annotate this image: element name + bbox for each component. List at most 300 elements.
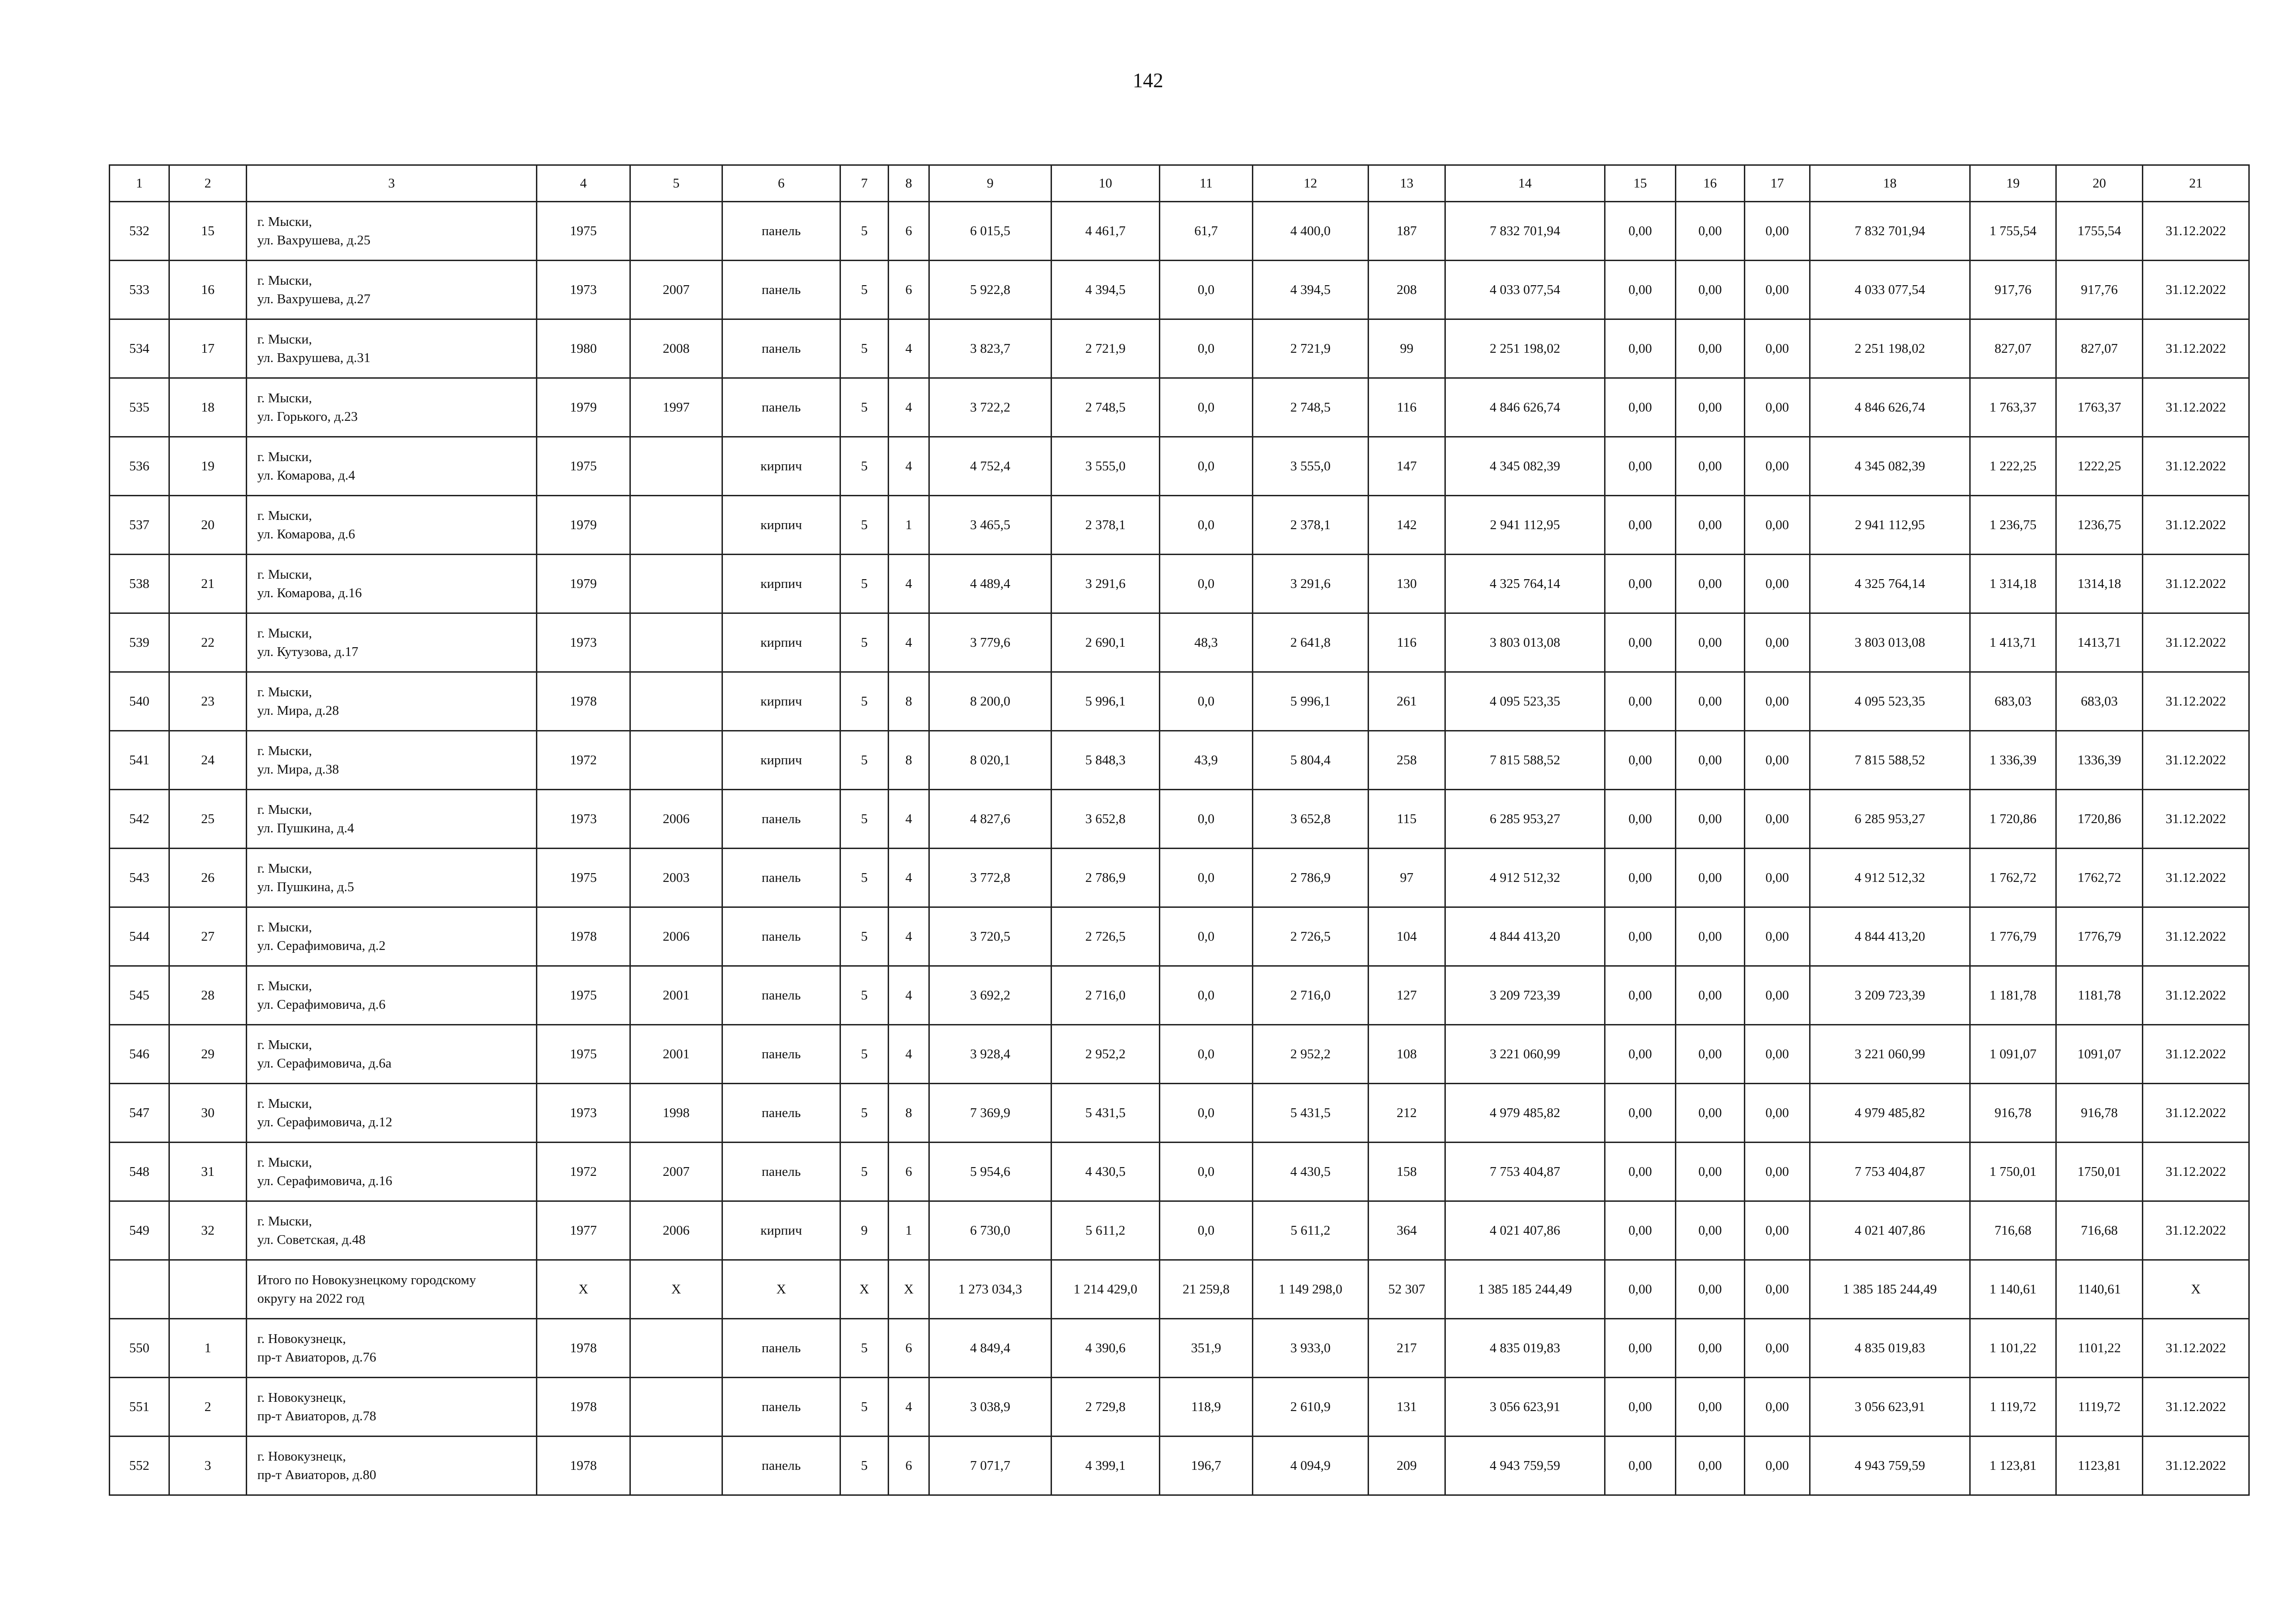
address-cell	[247, 1260, 537, 1319]
cell-col-9: 8 020,1	[929, 731, 1052, 790]
cell-col-18: 4 912 512,32	[1810, 849, 1970, 907]
cell-col-9: 3 823,7	[929, 319, 1052, 378]
cell-col-4: 1980	[537, 319, 630, 378]
cell-col-14: 4 345 082,39	[1445, 437, 1605, 496]
address-line-1: г. Мыски,	[257, 567, 312, 582]
column-header-11: 11	[1160, 165, 1253, 202]
cell-col-18: 4 325 764,14	[1810, 555, 1970, 613]
cell-col-20: 683,03	[2056, 672, 2143, 731]
cell-col-6: панель	[722, 261, 840, 319]
cell-col-1: 551	[110, 1378, 169, 1437]
cell-col-7: 5	[840, 1378, 889, 1437]
cell-col-14: 4 844 413,20	[1445, 907, 1605, 966]
address-cell	[247, 849, 537, 907]
cell-col-11: 61,7	[1160, 202, 1253, 261]
address-line-1: г. Мыски,	[257, 508, 312, 523]
cell-col-19: 916,78	[1970, 1084, 2056, 1143]
address-cell	[247, 731, 537, 790]
cell-col-8: 4	[889, 378, 929, 437]
cell-col-18: 4 033 077,54	[1810, 261, 1970, 319]
cell-col-19: 1 336,39	[1970, 731, 2056, 790]
cell-col-18: 7 832 701,94	[1810, 202, 1970, 261]
cell-col-9: 6 015,5	[929, 202, 1052, 261]
cell-col-10: 2 748,5	[1052, 378, 1160, 437]
cell-col-9: 6 730,0	[929, 1201, 1052, 1260]
cell-col-17: 0,00	[1745, 966, 1810, 1025]
cell-col-6: панель	[722, 1084, 840, 1143]
cell-col-13: 130	[1369, 555, 1445, 613]
cell-col-16: 0,00	[1676, 437, 1745, 496]
address-line-1: г. Новокузнецк,	[257, 1449, 346, 1464]
cell-col-4: 1979	[537, 378, 630, 437]
cell-col-18: 3 056 623,91	[1810, 1378, 1970, 1437]
cell-col-6: панель	[722, 790, 840, 849]
cell-col-4: 1975	[537, 966, 630, 1025]
cell-col-19: 1 413,71	[1970, 613, 2056, 672]
cell-col-9: 3 722,2	[929, 378, 1052, 437]
cell-col-8: 8	[889, 731, 929, 790]
cell-col-6: кирпич	[722, 555, 840, 613]
cell-col-13: 115	[1369, 790, 1445, 849]
cell-col-19: 1 776,79	[1970, 907, 2056, 966]
cell-col-10: 3 652,8	[1052, 790, 1160, 849]
cell-col-21: 31.12.2022	[2143, 1084, 2249, 1143]
cell-col-20: 1123,81	[2056, 1437, 2143, 1495]
cell-col-11: 0,0	[1160, 849, 1253, 907]
cell-col-16: 0,00	[1676, 1025, 1745, 1084]
cell-col-19: 1 101,22	[1970, 1319, 2056, 1378]
cell-col-9: 1 273 034,3	[929, 1260, 1052, 1319]
cell-col-16: 0,00	[1676, 1084, 1745, 1143]
cell-col-13: 108	[1369, 1025, 1445, 1084]
cell-col-14: 4 912 512,32	[1445, 849, 1605, 907]
cell-col-1	[110, 1260, 169, 1319]
cell-col-2: 15	[169, 202, 247, 261]
cell-col-15: 0,00	[1605, 202, 1676, 261]
cell-col-18: 2 251 198,02	[1810, 319, 1970, 378]
cell-col-21: 31.12.2022	[2143, 1201, 2249, 1260]
cell-col-11: 0,0	[1160, 1025, 1253, 1084]
cell-col-10: 3 555,0	[1052, 437, 1160, 496]
cell-col-5	[630, 613, 722, 672]
column-header-19: 19	[1970, 165, 2056, 202]
cell-col-15: 0,00	[1605, 1201, 1676, 1260]
cell-col-7: 5	[840, 1084, 889, 1143]
cell-col-11: 0,0	[1160, 496, 1253, 555]
cell-col-9: 7 071,7	[929, 1437, 1052, 1495]
cell-col-14: 4 325 764,14	[1445, 555, 1605, 613]
cell-col-4: 1973	[537, 1084, 630, 1143]
address-line-2: пр-т Авиаторов, д.80	[257, 1468, 376, 1482]
cell-col-12: 3 291,6	[1253, 555, 1369, 613]
cell-col-12: 2 721,9	[1253, 319, 1369, 378]
cell-col-5	[630, 555, 722, 613]
column-header-18: 18	[1810, 165, 1970, 202]
address-line-2: ул. Комарова, д.16	[257, 586, 362, 600]
table-row	[110, 319, 2249, 378]
cell-col-20: 1336,39	[2056, 731, 2143, 790]
cell-col-7: 5	[840, 1319, 889, 1378]
cell-col-13: 104	[1369, 907, 1445, 966]
cell-col-5: X	[630, 1260, 722, 1319]
cell-col-6: кирпич	[722, 496, 840, 555]
cell-col-7: 5	[840, 849, 889, 907]
cell-col-12: 3 555,0	[1253, 437, 1369, 496]
cell-col-10: 2 378,1	[1052, 496, 1160, 555]
cell-col-12: 2 610,9	[1253, 1378, 1369, 1437]
cell-col-10: 2 716,0	[1052, 966, 1160, 1025]
cell-col-18: 7 815 588,52	[1810, 731, 1970, 790]
cell-col-11: 48,3	[1160, 613, 1253, 672]
cell-col-10: 4 390,6	[1052, 1319, 1160, 1378]
cell-col-21: 31.12.2022	[2143, 1437, 2249, 1495]
cell-col-20: 1181,78	[2056, 966, 2143, 1025]
cell-col-11: 0,0	[1160, 1084, 1253, 1143]
cell-col-8: X	[889, 1260, 929, 1319]
cell-col-20: 1314,18	[2056, 555, 2143, 613]
cell-col-21: 31.12.2022	[2143, 496, 2249, 555]
cell-col-10: 2 721,9	[1052, 319, 1160, 378]
cell-col-1: 540	[110, 672, 169, 731]
cell-col-9: 4 489,4	[929, 555, 1052, 613]
cell-col-1: 542	[110, 790, 169, 849]
cell-col-21: 31.12.2022	[2143, 555, 2249, 613]
address-line-1: г. Мыски,	[257, 450, 312, 464]
cell-col-6: панель	[722, 849, 840, 907]
address-cell	[247, 907, 537, 966]
cell-col-8: 6	[889, 1437, 929, 1495]
cell-col-4: 1978	[537, 1319, 630, 1378]
cell-col-5: 2008	[630, 319, 722, 378]
cell-col-19: 1 222,25	[1970, 437, 2056, 496]
cell-col-11: 0,0	[1160, 1143, 1253, 1201]
cell-col-11: 0,0	[1160, 672, 1253, 731]
cell-col-9: 3 038,9	[929, 1378, 1052, 1437]
cell-col-21: 31.12.2022	[2143, 319, 2249, 378]
cell-col-17: 0,00	[1745, 907, 1810, 966]
address-line-2: ул. Серафимовича, д.2	[257, 938, 386, 953]
cell-col-11: 0,0	[1160, 378, 1253, 437]
column-number-header-row	[110, 165, 2249, 202]
cell-col-1: 548	[110, 1143, 169, 1201]
cell-col-2: 18	[169, 378, 247, 437]
cell-col-16: 0,00	[1676, 790, 1745, 849]
address-line-2: ул. Кутузова, д.17	[257, 644, 359, 659]
address-cell	[247, 1319, 537, 1378]
cell-col-19: 1 236,75	[1970, 496, 2056, 555]
cell-col-5	[630, 1378, 722, 1437]
cell-col-4: 1972	[537, 1143, 630, 1201]
address-cell	[247, 1025, 537, 1084]
cell-col-16: 0,00	[1676, 202, 1745, 261]
address-line-2: ул. Вахрушева, д.31	[257, 350, 371, 365]
cell-col-18: 4 943 759,59	[1810, 1437, 1970, 1495]
cell-col-10: 4 461,7	[1052, 202, 1160, 261]
cell-col-14: 4 033 077,54	[1445, 261, 1605, 319]
cell-col-5	[630, 672, 722, 731]
cell-col-15: 0,00	[1605, 613, 1676, 672]
address-line-2: ул. Мира, д.38	[257, 762, 339, 777]
cell-col-14: 2 941 112,95	[1445, 496, 1605, 555]
cell-col-14: 7 815 588,52	[1445, 731, 1605, 790]
cell-col-16: 0,00	[1676, 261, 1745, 319]
column-header-7: 7	[840, 165, 889, 202]
address-line-1: г. Новокузнецк,	[257, 1331, 346, 1346]
column-header-4: 4	[537, 165, 630, 202]
cell-col-21: 31.12.2022	[2143, 261, 2249, 319]
cell-col-12: 2 726,5	[1253, 907, 1369, 966]
cell-col-4: 1979	[537, 555, 630, 613]
column-header-15: 15	[1605, 165, 1676, 202]
cell-col-1: 536	[110, 437, 169, 496]
address-cell	[247, 1201, 537, 1260]
cell-col-16: 0,00	[1676, 496, 1745, 555]
cell-col-15: 0,00	[1605, 907, 1676, 966]
cell-col-16: 0,00	[1676, 966, 1745, 1025]
cell-col-7: 5	[840, 378, 889, 437]
cell-col-9: 5 922,8	[929, 261, 1052, 319]
column-header-6: 6	[722, 165, 840, 202]
cell-col-18: 3 803 013,08	[1810, 613, 1970, 672]
cell-col-8: 4	[889, 849, 929, 907]
address-line-2: ул. Серафимовича, д.16	[257, 1174, 392, 1188]
address-cell	[247, 1143, 537, 1201]
cell-col-18: 6 285 953,27	[1810, 790, 1970, 849]
cell-col-17: 0,00	[1745, 202, 1810, 261]
column-header-16: 16	[1676, 165, 1745, 202]
cell-col-20: 917,76	[2056, 261, 2143, 319]
cell-col-10: 3 291,6	[1052, 555, 1160, 613]
cell-col-12: 5 431,5	[1253, 1084, 1369, 1143]
cell-col-21: 31.12.2022	[2143, 672, 2249, 731]
cell-col-8: 6	[889, 1319, 929, 1378]
cell-col-11: 118,9	[1160, 1378, 1253, 1437]
cell-col-9: 7 369,9	[929, 1084, 1052, 1143]
cell-col-15: 0,00	[1605, 1378, 1676, 1437]
table-row	[110, 849, 2249, 907]
cell-col-17: 0,00	[1745, 1437, 1810, 1495]
cell-col-14: 3 209 723,39	[1445, 966, 1605, 1025]
cell-col-21: 31.12.2022	[2143, 790, 2249, 849]
cell-col-14: 3 803 013,08	[1445, 613, 1605, 672]
cell-col-19: 716,68	[1970, 1201, 2056, 1260]
cell-col-6: кирпич	[722, 437, 840, 496]
cell-col-12: 2 378,1	[1253, 496, 1369, 555]
column-header-21: 21	[2143, 165, 2249, 202]
address-line-2: ул. Советская, д.48	[257, 1232, 366, 1247]
cell-col-4: 1978	[537, 1437, 630, 1495]
cell-col-21: 31.12.2022	[2143, 1378, 2249, 1437]
column-header-14: 14	[1445, 165, 1605, 202]
cell-col-6: панель	[722, 378, 840, 437]
cell-col-14: 1 385 185 244,49	[1445, 1260, 1605, 1319]
cell-col-8: 4	[889, 1378, 929, 1437]
cell-col-4: 1979	[537, 496, 630, 555]
column-header-17: 17	[1745, 165, 1810, 202]
cell-col-15: 0,00	[1605, 731, 1676, 790]
cell-col-7: 5	[840, 319, 889, 378]
address-cell	[247, 496, 537, 555]
cell-col-14: 4 835 019,83	[1445, 1319, 1605, 1378]
cell-col-1: 547	[110, 1084, 169, 1143]
address-line-2: пр-т Авиаторов, д.78	[257, 1409, 376, 1424]
cell-col-8: 6	[889, 1143, 929, 1201]
cell-col-2: 25	[169, 790, 247, 849]
address-cell	[247, 1437, 537, 1495]
cell-col-21: 31.12.2022	[2143, 966, 2249, 1025]
address-cell	[247, 790, 537, 849]
cell-col-13: 158	[1369, 1143, 1445, 1201]
cell-col-17: 0,00	[1745, 672, 1810, 731]
cell-col-21: 31.12.2022	[2143, 849, 2249, 907]
cell-col-1: 538	[110, 555, 169, 613]
cell-col-8: 4	[889, 790, 929, 849]
cell-col-13: 99	[1369, 319, 1445, 378]
cell-col-9: 4 849,4	[929, 1319, 1052, 1378]
cell-col-4: 1975	[537, 1025, 630, 1084]
table-row	[110, 1143, 2249, 1201]
cell-col-16: 0,00	[1676, 907, 1745, 966]
cell-col-15: 0,00	[1605, 496, 1676, 555]
address-line-1: г. Мыски,	[257, 802, 312, 817]
address-line-2: ул. Пушкина, д.5	[257, 880, 354, 894]
cell-col-4: 1972	[537, 731, 630, 790]
cell-col-15: 0,00	[1605, 672, 1676, 731]
cell-col-14: 3 056 623,91	[1445, 1378, 1605, 1437]
cell-col-15: 0,00	[1605, 790, 1676, 849]
cell-col-8: 4	[889, 1025, 929, 1084]
cell-col-13: 217	[1369, 1319, 1445, 1378]
cell-col-2	[169, 1260, 247, 1319]
cell-col-7: 5	[840, 437, 889, 496]
cell-col-18: 4 835 019,83	[1810, 1319, 1970, 1378]
cell-col-11: 0,0	[1160, 966, 1253, 1025]
cell-col-16: 0,00	[1676, 1378, 1745, 1437]
cell-col-13: 116	[1369, 378, 1445, 437]
cell-col-9: 4 827,6	[929, 790, 1052, 849]
cell-col-15: 0,00	[1605, 261, 1676, 319]
cell-col-5	[630, 496, 722, 555]
page-number: 142	[1132, 69, 1164, 92]
cell-col-8: 4	[889, 437, 929, 496]
cell-col-8: 4	[889, 907, 929, 966]
cell-col-16: 0,00	[1676, 849, 1745, 907]
cell-col-7: 5	[840, 1025, 889, 1084]
cell-col-12: 5 804,4	[1253, 731, 1369, 790]
cell-col-19: 1 123,81	[1970, 1437, 2056, 1495]
cell-col-8: 6	[889, 261, 929, 319]
cell-col-17: 0,00	[1745, 319, 1810, 378]
cell-col-13: 212	[1369, 1084, 1445, 1143]
cell-col-19: 827,07	[1970, 319, 2056, 378]
cell-col-7: 5	[840, 613, 889, 672]
address-line-1: г. Мыски,	[257, 1037, 312, 1052]
address-line-1: г. Мыски,	[257, 214, 312, 229]
cell-col-2: 17	[169, 319, 247, 378]
cell-col-7: 5	[840, 907, 889, 966]
address-cell	[247, 672, 537, 731]
cell-col-7: 5	[840, 672, 889, 731]
cell-col-13: 209	[1369, 1437, 1445, 1495]
cell-col-21: X	[2143, 1260, 2249, 1319]
cell-col-1: 541	[110, 731, 169, 790]
cell-col-20: 1222,25	[2056, 437, 2143, 496]
cell-col-15: 0,00	[1605, 437, 1676, 496]
cell-col-9: 3 779,6	[929, 613, 1052, 672]
cell-col-11: 0,0	[1160, 437, 1253, 496]
cell-col-9: 3 928,4	[929, 1025, 1052, 1084]
address-cell	[247, 966, 537, 1025]
cell-col-1: 543	[110, 849, 169, 907]
cell-col-12: 5 996,1	[1253, 672, 1369, 731]
column-header-2: 2	[169, 165, 247, 202]
cell-col-14: 4 021 407,86	[1445, 1201, 1605, 1260]
cell-col-6: панель	[722, 966, 840, 1025]
cell-col-15: 0,00	[1605, 1084, 1676, 1143]
cell-col-16: 0,00	[1676, 1319, 1745, 1378]
cell-col-6: кирпич	[722, 672, 840, 731]
cell-col-14: 6 285 953,27	[1445, 790, 1605, 849]
cell-col-17: 0,00	[1745, 1378, 1810, 1437]
cell-col-2: 22	[169, 613, 247, 672]
cell-col-20: 1720,86	[2056, 790, 2143, 849]
cell-col-12: 2 716,0	[1253, 966, 1369, 1025]
cell-col-9: 8 200,0	[929, 672, 1052, 731]
cell-col-11: 0,0	[1160, 907, 1253, 966]
cell-col-16: 0,00	[1676, 378, 1745, 437]
table-row	[110, 437, 2249, 496]
cell-col-18: 2 941 112,95	[1810, 496, 1970, 555]
cell-col-17: 0,00	[1745, 496, 1810, 555]
cell-col-19: 1 314,18	[1970, 555, 2056, 613]
cell-col-10: 4 399,1	[1052, 1437, 1160, 1495]
cell-col-15: 0,00	[1605, 1143, 1676, 1201]
cell-col-4: 1975	[537, 849, 630, 907]
cell-col-19: 1 755,54	[1970, 202, 2056, 261]
address-line-1: г. Мыски,	[257, 861, 312, 876]
cell-col-4: 1978	[537, 907, 630, 966]
table-row	[110, 672, 2249, 731]
table-row	[110, 731, 2249, 790]
cell-col-21: 31.12.2022	[2143, 378, 2249, 437]
cell-col-20: 1776,79	[2056, 907, 2143, 966]
cell-col-16: 0,00	[1676, 613, 1745, 672]
cell-col-13: 52 307	[1369, 1260, 1445, 1319]
cell-col-7: 5	[840, 731, 889, 790]
cell-col-18: 1 385 185 244,49	[1810, 1260, 1970, 1319]
cell-col-2: 26	[169, 849, 247, 907]
table-row	[110, 1319, 2249, 1378]
cell-col-10: 2 786,9	[1052, 849, 1160, 907]
cell-col-7: 5	[840, 1143, 889, 1201]
cell-col-4: 1973	[537, 790, 630, 849]
cell-col-20: 1119,72	[2056, 1378, 2143, 1437]
cell-col-20: 1091,07	[2056, 1025, 2143, 1084]
cell-col-6: панель	[722, 202, 840, 261]
cell-col-1: 539	[110, 613, 169, 672]
cell-col-2: 27	[169, 907, 247, 966]
cell-col-12: 4 394,5	[1253, 261, 1369, 319]
cell-col-4: 1973	[537, 613, 630, 672]
table-row	[110, 1260, 2249, 1319]
cell-col-20: 1750,01	[2056, 1143, 2143, 1201]
cell-col-16: 0,00	[1676, 1143, 1745, 1201]
cell-col-5	[630, 437, 722, 496]
address-cell	[247, 437, 537, 496]
table-row	[110, 1201, 2249, 1260]
cell-col-13: 364	[1369, 1201, 1445, 1260]
table-row	[110, 555, 2249, 613]
